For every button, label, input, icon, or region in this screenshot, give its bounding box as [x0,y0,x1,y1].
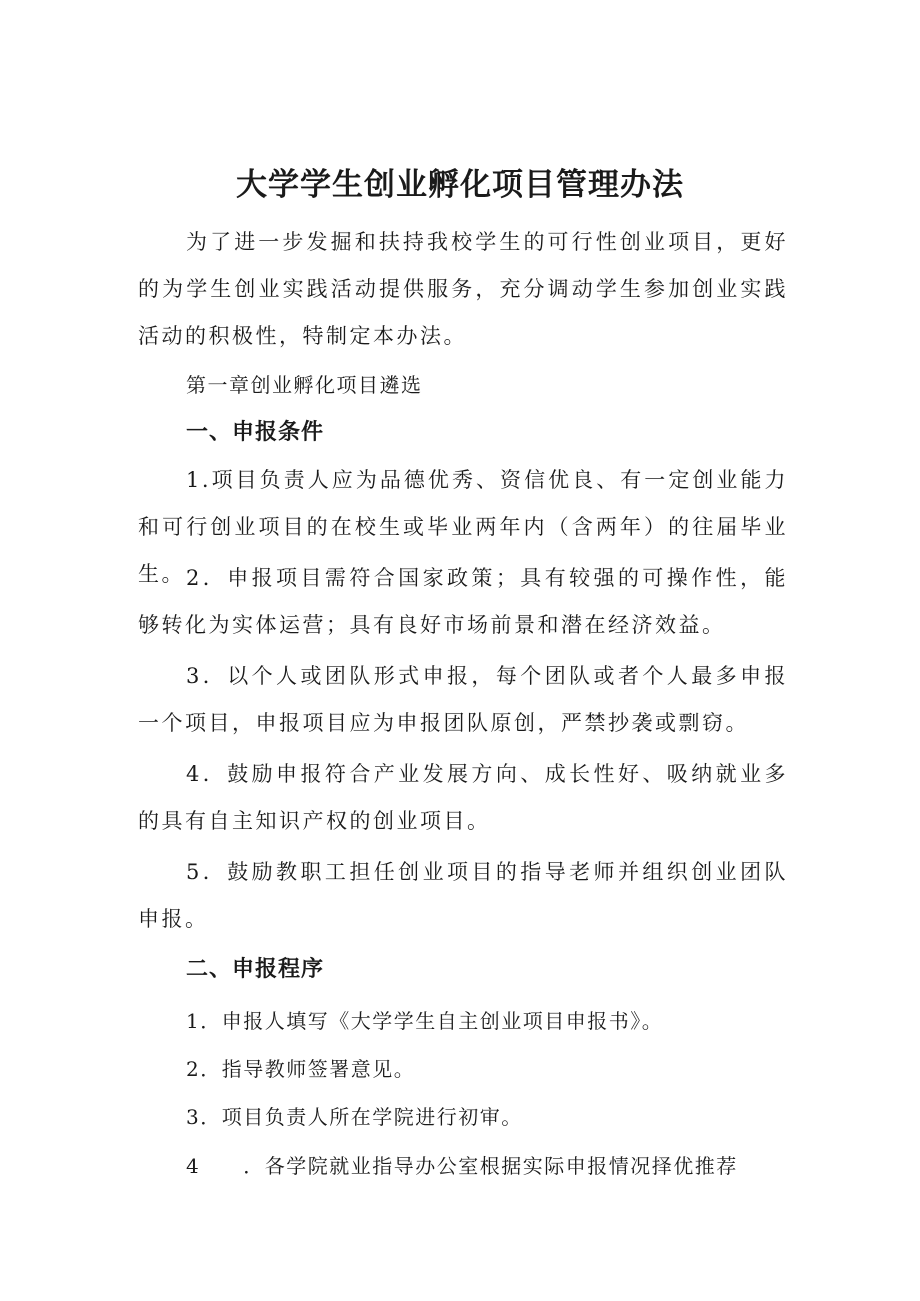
condition-item-1: 1.项目负责人应为品德优秀、资信优良、有一定创业能力和可行创业项目的在校生或毕业两年内（含两年）的往届毕业生。 [138,468,788,586]
condition-item-5: 5．鼓励教职工担任创业项目的指导老师并组织创业团队申报。 [138,860,788,931]
procedure-item-3: 3．项目负责人所在学院进行初审。 [186,1105,523,1129]
chapter-title: 第一章创业孵化项目遴选 [186,373,423,397]
condition-item-3: 3．以个人或团队形式申报，每个团队或者个人最多申报一个项目，申报项目应为申报团队原创，严禁抄袭或剽窃。 [138,664,788,735]
condition-item-2: 2．申报项目需符合国家政策；具有较强的可操作性，能够转化为实体运营；具有良好市场前景和潜在经济效益。 [138,566,788,637]
procedure-item-2: 2．指导教师签署意见。 [186,1057,416,1081]
procedure-item-1: 1．申报人填写《大学学生自主创业项目申报书》。 [186,1009,664,1033]
intro-paragraph: 为了进一步发掘和扶持我校学生的可行性创业项目，更好的为学生创业实践活动提供服务，充分调动学生参加创业实践活动的积极性，特制定本办法。 [138,230,788,348]
section-heading-application-procedure: 二、申报程序 [186,957,325,982]
condition-item-4: 4．鼓励申报符合产业发展方向、成长性好、吸纳就业多的具有自主知识产权的创业项目。 [138,762,788,833]
section-heading-application-conditions: 一、申报条件 [186,420,325,445]
procedure-item-4: 4 ．各学院就业指导办公室根据实际申报情况择优推荐 [186,1154,738,1178]
document-title: 大学学生创业孵化项目管理办法 [236,166,684,203]
